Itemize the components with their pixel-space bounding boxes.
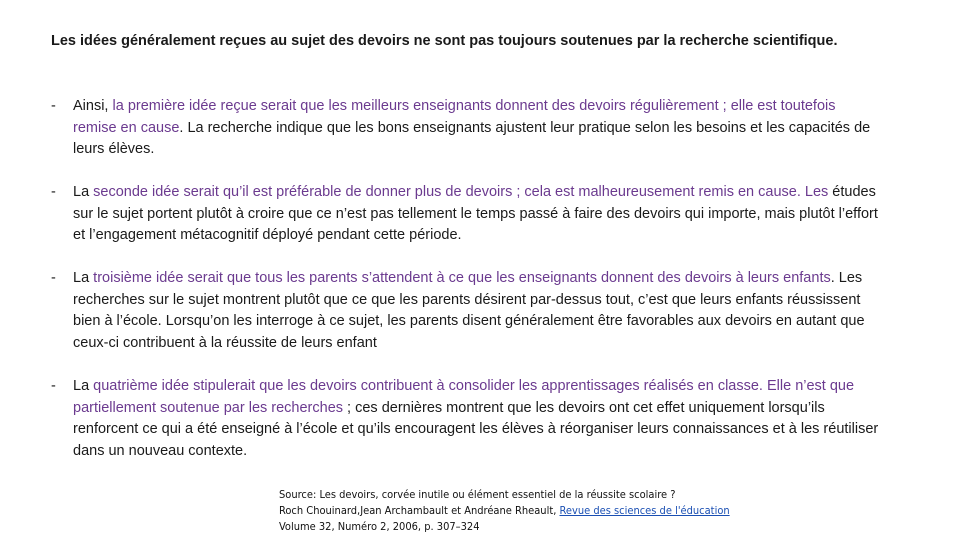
journal-link[interactable]: Revue des sciences de l'éducation [559, 504, 730, 517]
item-rest: . Les recherches sur le sujet montrent plutôt que ce que les parents désirent par-dessus tout, c’est que leurs enfants réussissent bien à l’école. Lorsqu’on les interroge à ce sujet, les parents disent généralement être favorables aux devoirs en autant que ceux-ci contribuent à la réussite de leurs enfant [73, 270, 865, 351]
item-lead: La [73, 184, 94, 200]
bullet-dash: - [51, 98, 56, 114]
list-item [51, 376, 883, 462]
item-rest: . La recherche indique que les bons enseignants ajustent leur pratique selon les besoins et les capacités de leurs élèves. [73, 119, 871, 157]
item-rest: études sur le sujet portent plutôt à croire que ce n’est pas tellement le temps passé à faire des devoirs qui importe, mais plutôt l’effort et l’engagement métacognitif déployé pendant cette période. [73, 184, 878, 243]
item-lead: La [73, 378, 94, 394]
source-authors: Roch Chouinard,Jean Archambault et Andréane Rheault, [279, 504, 560, 517]
bullet-dash: - [51, 184, 56, 200]
bullet-dash: - [51, 270, 56, 286]
item-highlight: quatrième idée stipulerait que les devoirs contribuent à consolider les apprentissages réalisés en classe. Elle n’est que partiellement soutenue par les recherches [73, 378, 855, 416]
source-volume: Volume 32, Numéro 2, 2006, p. 307–324 [279, 520, 480, 533]
item-highlight: la première idée reçue serait que les meilleurs enseignants donnent des devoirs régulièrement ; elle est toutefois remise en cause [73, 98, 836, 136]
intro-paragraph: Les idées généralement reçues au sujet des devoirs ne sont pas toujours soutenues par la recherche scientifique. [51, 33, 838, 49]
item-highlight: troisième idée serait que tous les parents s’attendent à ce que les enseignants donnent des devoirs à leurs enfants [93, 270, 831, 286]
item-rest: ; ces dernières montrent que les devoirs ont cet effet uniquement lorsqu’ils renforcent ce qui a été enseigné à l’école et qu’ils encouragent les élèves à réorganiser leurs connaissances et à les réutiliser dans un nouveau contexte. [73, 399, 879, 459]
item-highlight: seconde idée serait qu’il est préférable de donner plus de devoirs ; cela est malheureusement remis en cause. Les [93, 184, 829, 200]
bullet-dash: - [51, 378, 56, 394]
list-item [51, 268, 883, 354]
item-lead: Ainsi, [73, 98, 113, 114]
source-citation [279, 487, 839, 535]
source-authors-line [279, 503, 839, 519]
list-item [51, 182, 883, 247]
item-lead: La [73, 270, 94, 286]
source-title: Source: Les devoirs, corvée inutile ou élément essentiel de la réussite scolaire ? [279, 488, 676, 501]
list-item [51, 96, 883, 161]
